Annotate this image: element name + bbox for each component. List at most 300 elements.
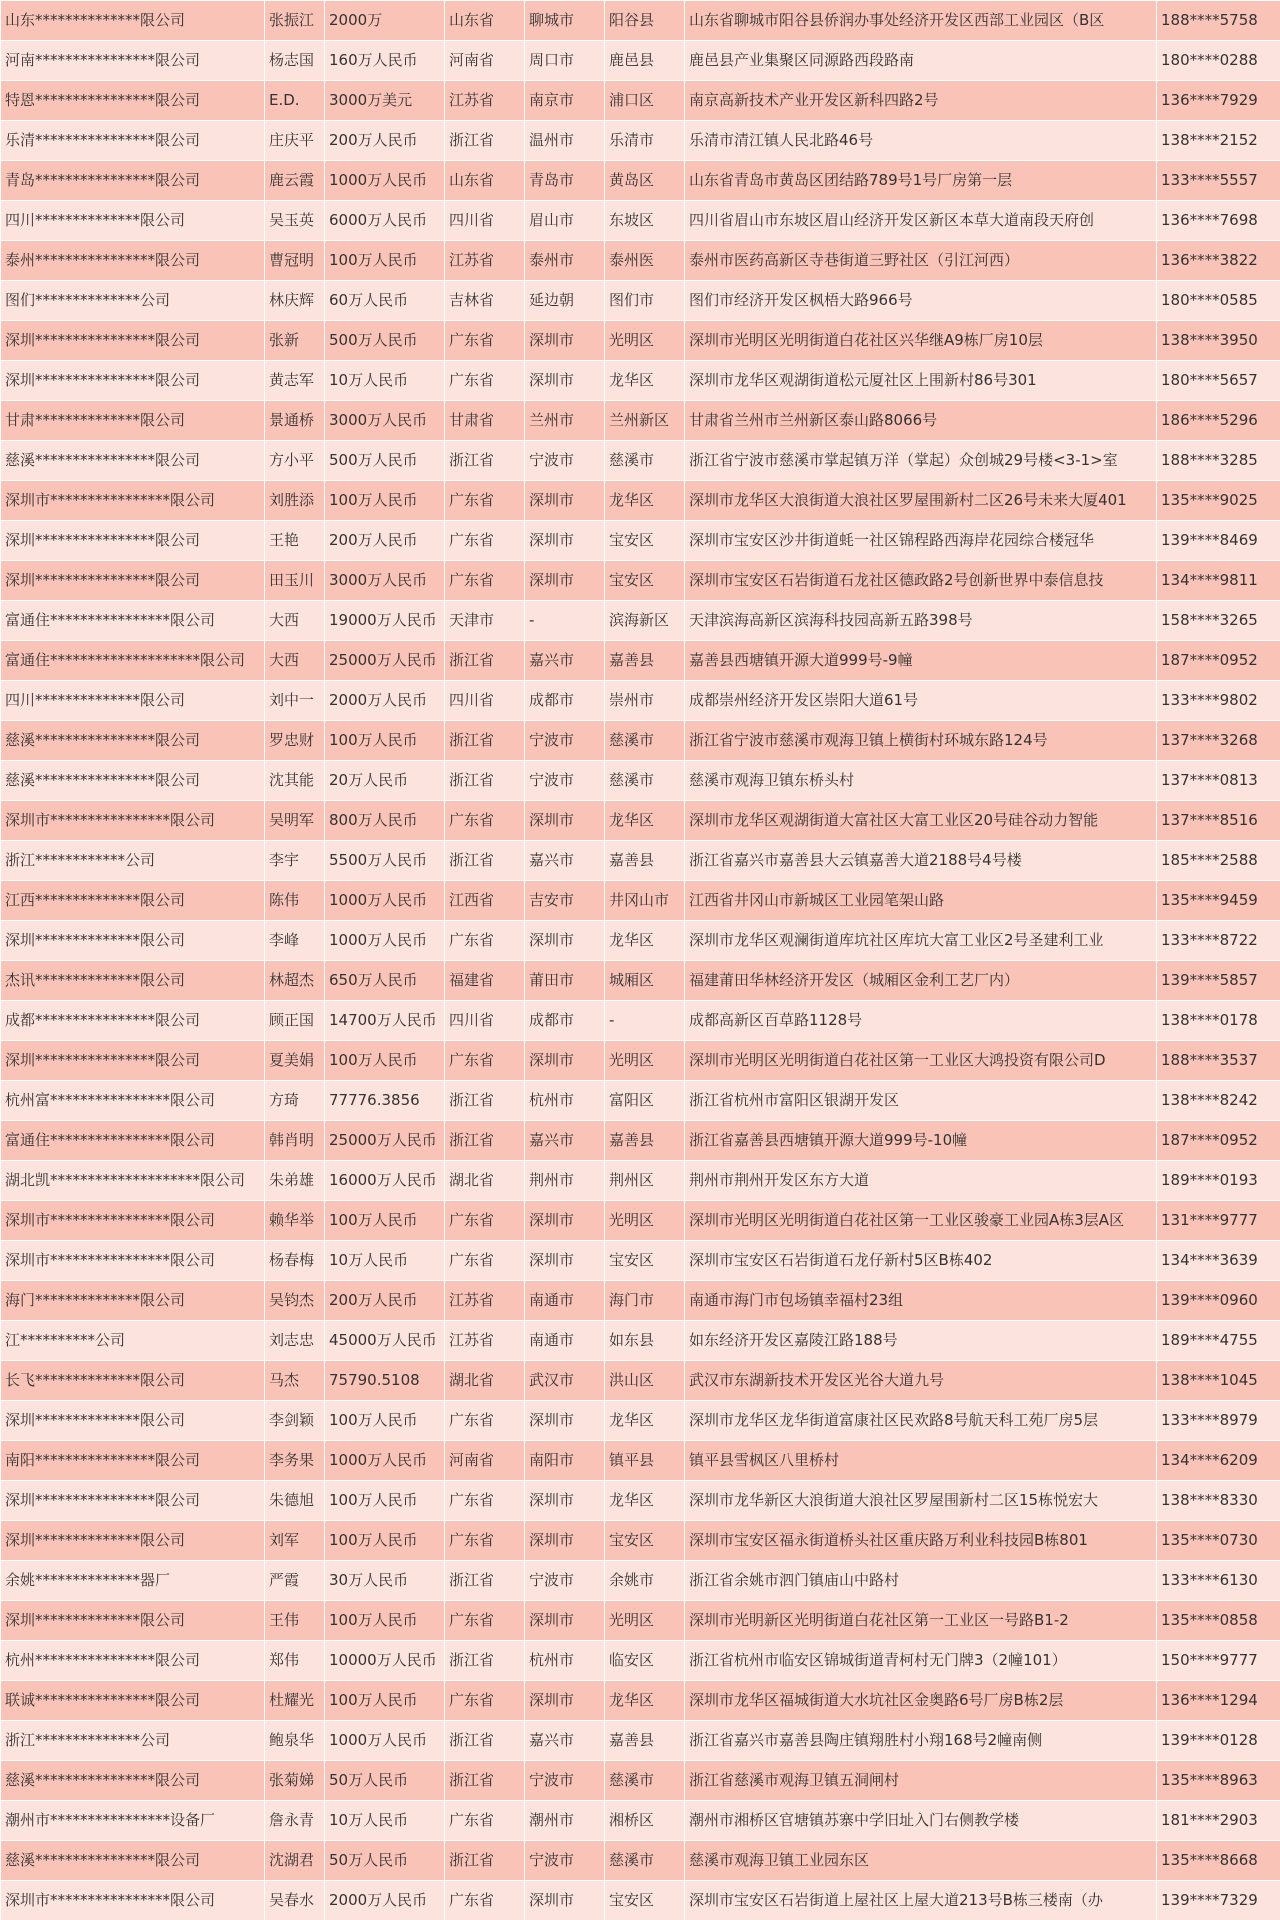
- company-name-cell: 海门**************限公司: [1, 1281, 265, 1321]
- table-row: [1, 1281, 1280, 1321]
- company-name-cell: 浙江**************公司: [1, 1721, 265, 1761]
- city-cell: 荆州市: [525, 1161, 605, 1201]
- registered-capital-cell: 100万人民币: [325, 1521, 445, 1561]
- phone-cell: 135****0730: [1157, 1521, 1280, 1561]
- registered-capital-cell: 100万人民币: [325, 1041, 445, 1081]
- district-cell: 崇州市: [605, 681, 685, 721]
- address-cell: 潮州市湘桥区官塘镇苏寨中学旧址入门右侧教学楼: [685, 1801, 1157, 1841]
- phone-cell: 133****8979: [1157, 1401, 1280, 1441]
- legal-person-cell: 林庆辉: [265, 281, 325, 321]
- company-name-cell: 富通住****************限公司: [1, 601, 265, 641]
- legal-person-cell: 王艳: [265, 521, 325, 561]
- table-row: [1, 41, 1280, 81]
- legal-person-cell: 马杰: [265, 1361, 325, 1401]
- registered-capital-cell: 100万人民币: [325, 721, 445, 761]
- company-name-cell: 深圳市****************限公司: [1, 1881, 265, 1920]
- company-name-cell: 河南****************限公司: [1, 41, 265, 81]
- district-cell: 黄岛区: [605, 161, 685, 201]
- table-row: [1, 161, 1280, 201]
- district-cell: 光明区: [605, 321, 685, 361]
- district-cell: 海门市: [605, 1281, 685, 1321]
- province-cell: 山东省: [445, 1, 525, 41]
- city-cell: 嘉兴市: [525, 641, 605, 681]
- province-cell: 浙江省: [445, 761, 525, 801]
- legal-person-cell: 陈伟: [265, 881, 325, 921]
- district-cell: 宝安区: [605, 1881, 685, 1920]
- registered-capital-cell: 50万人民币: [325, 1841, 445, 1881]
- city-cell: 聊城市: [525, 1, 605, 41]
- company-name-cell: 慈溪****************限公司: [1, 761, 265, 801]
- address-cell: 嘉善县西塘镇开源大道999号-9幢: [685, 641, 1157, 681]
- province-cell: 浙江省: [445, 121, 525, 161]
- company-name-cell: 图们**************公司: [1, 281, 265, 321]
- company-name-cell: 泰州****************限公司: [1, 241, 265, 281]
- company-name-cell: 富通住********************限公司: [1, 641, 265, 681]
- province-cell: 广东省: [445, 481, 525, 521]
- city-cell: 杭州市: [525, 1641, 605, 1681]
- city-cell: 嘉兴市: [525, 1121, 605, 1161]
- province-cell: 广东省: [445, 1881, 525, 1920]
- address-cell: 浙江省杭州市富阳区银湖开发区: [685, 1081, 1157, 1121]
- province-cell: 浙江省: [445, 1121, 525, 1161]
- table-row: [1, 1601, 1280, 1641]
- company-name-cell: 联诚****************限公司: [1, 1681, 265, 1721]
- address-cell: 成都高新区百草路1128号: [685, 1001, 1157, 1041]
- table-row: [1, 1041, 1280, 1081]
- province-cell: 湖北省: [445, 1161, 525, 1201]
- address-cell: 山东省聊城市阳谷县侨润办事处经济开发区西部工业园区（B区: [685, 1, 1157, 41]
- district-cell: 浦口区: [605, 81, 685, 121]
- company-name-cell: 潮州市****************设备厂: [1, 1801, 265, 1841]
- city-cell: 宁波市: [525, 1561, 605, 1601]
- company-name-cell: 深圳**************限公司: [1, 1521, 265, 1561]
- phone-cell: 136****7698: [1157, 201, 1280, 241]
- registered-capital-cell: 1000万人民币: [325, 1441, 445, 1481]
- company-name-cell: 余姚**************器厂: [1, 1561, 265, 1601]
- address-cell: 乐清市清江镇人民北路46号: [685, 121, 1157, 161]
- city-cell: 深圳市: [525, 361, 605, 401]
- table-row: [1, 1201, 1280, 1241]
- company-name-cell: 深圳市****************限公司: [1, 801, 265, 841]
- company-name-cell: 长飞**************限公司: [1, 1361, 265, 1401]
- phone-cell: 138****8330: [1157, 1481, 1280, 1521]
- address-cell: 浙江省宁波市慈溪市观海卫镇上横街村环城东路124号: [685, 721, 1157, 761]
- city-cell: 周口市: [525, 41, 605, 81]
- table-row: [1, 361, 1280, 401]
- district-cell: 荆州区: [605, 1161, 685, 1201]
- city-cell: 深圳市: [525, 801, 605, 841]
- province-cell: 广东省: [445, 561, 525, 601]
- legal-person-cell: 李峰: [265, 921, 325, 961]
- district-cell: 慈溪市: [605, 1841, 685, 1881]
- company-name-cell: 杭州富****************限公司: [1, 1081, 265, 1121]
- registered-capital-cell: 77776.3856: [325, 1081, 445, 1121]
- registered-capital-cell: 2000万: [325, 1, 445, 41]
- phone-cell: 135****8963: [1157, 1761, 1280, 1801]
- registered-capital-cell: 200万人民币: [325, 1281, 445, 1321]
- phone-cell: 138****8242: [1157, 1081, 1280, 1121]
- city-cell: 成都市: [525, 681, 605, 721]
- table-row: [1, 1561, 1280, 1601]
- district-cell: 宝安区: [605, 521, 685, 561]
- legal-person-cell: 张新: [265, 321, 325, 361]
- district-cell: 井冈山市: [605, 881, 685, 921]
- province-cell: 河南省: [445, 41, 525, 81]
- legal-person-cell: 朱弟雄: [265, 1161, 325, 1201]
- district-cell: 龙华区: [605, 801, 685, 841]
- province-cell: 江西省: [445, 881, 525, 921]
- company-name-cell: 南阳****************限公司: [1, 1441, 265, 1481]
- district-cell: 湘桥区: [605, 1801, 685, 1841]
- district-cell: 宝安区: [605, 1241, 685, 1281]
- company-name-cell: 江西**************限公司: [1, 881, 265, 921]
- province-cell: 广东省: [445, 1681, 525, 1721]
- table-row: [1, 1401, 1280, 1441]
- address-cell: 深圳市龙华区观湖街道松元厦社区上围新村86号301: [685, 361, 1157, 401]
- registered-capital-cell: 20万人民币: [325, 761, 445, 801]
- registered-capital-cell: 500万人民币: [325, 441, 445, 481]
- legal-person-cell: 景通桥: [265, 401, 325, 441]
- registered-capital-cell: 2000万人民币: [325, 681, 445, 721]
- province-cell: 浙江省: [445, 641, 525, 681]
- address-cell: 深圳市宝安区石岩街道上屋社区上屋大道213号B栋三楼南（办: [685, 1881, 1157, 1920]
- district-cell: 乐清市: [605, 121, 685, 161]
- phone-cell: 133****9802: [1157, 681, 1280, 721]
- registered-capital-cell: 6000万人民币: [325, 201, 445, 241]
- legal-person-cell: 曹冠明: [265, 241, 325, 281]
- province-cell: 吉林省: [445, 281, 525, 321]
- table-row: [1, 601, 1280, 641]
- phone-cell: 139****8469: [1157, 521, 1280, 561]
- city-cell: 武汉市: [525, 1361, 605, 1401]
- company-name-cell: 富通住****************限公司: [1, 1121, 265, 1161]
- registered-capital-cell: 10万人民币: [325, 1801, 445, 1841]
- table-row: [1, 1681, 1280, 1721]
- company-table-body: [1, 1, 1280, 1920]
- phone-cell: 185****2588: [1157, 841, 1280, 881]
- legal-person-cell: 刘中一: [265, 681, 325, 721]
- company-name-cell: 深圳**************限公司: [1, 1401, 265, 1441]
- registered-capital-cell: 50万人民币: [325, 1761, 445, 1801]
- registered-capital-cell: 100万人民币: [325, 1681, 445, 1721]
- address-cell: 浙江省嘉兴市嘉善县陶庄镇翔胜村小翔168号2幢南侧: [685, 1721, 1157, 1761]
- address-cell: 成都崇州经济开发区崇阳大道61号: [685, 681, 1157, 721]
- table-row: [1, 1641, 1280, 1681]
- province-cell: 江苏省: [445, 81, 525, 121]
- legal-person-cell: 严霞: [265, 1561, 325, 1601]
- province-cell: 浙江省: [445, 721, 525, 761]
- phone-cell: 139****7329: [1157, 1881, 1280, 1920]
- company-name-cell: 四川**************限公司: [1, 201, 265, 241]
- legal-person-cell: 杨志国: [265, 41, 325, 81]
- registered-capital-cell: 1000万人民币: [325, 921, 445, 961]
- province-cell: 广东省: [445, 321, 525, 361]
- district-cell: 慈溪市: [605, 761, 685, 801]
- phone-cell: 138****2152: [1157, 121, 1280, 161]
- table-row: [1, 401, 1280, 441]
- table-row: [1, 561, 1280, 601]
- table-row: [1, 1321, 1280, 1361]
- company-name-cell: 乐清****************限公司: [1, 121, 265, 161]
- district-cell: 洪山区: [605, 1361, 685, 1401]
- phone-cell: 139****0960: [1157, 1281, 1280, 1321]
- company-name-cell: 慈溪****************限公司: [1, 1761, 265, 1801]
- city-cell: -: [525, 601, 605, 641]
- province-cell: 浙江省: [445, 1761, 525, 1801]
- district-cell: 嘉善县: [605, 841, 685, 881]
- legal-person-cell: 朱德旭: [265, 1481, 325, 1521]
- city-cell: 南阳市: [525, 1441, 605, 1481]
- registered-capital-cell: 3000万人民币: [325, 561, 445, 601]
- legal-person-cell: 韩肖明: [265, 1121, 325, 1161]
- district-cell: 鹿邑县: [605, 41, 685, 81]
- phone-cell: 131****9777: [1157, 1201, 1280, 1241]
- province-cell: 广东省: [445, 1801, 525, 1841]
- city-cell: 杭州市: [525, 1081, 605, 1121]
- province-cell: 天津市: [445, 601, 525, 641]
- legal-person-cell: 刘胜添: [265, 481, 325, 521]
- registered-capital-cell: 16000万人民币: [325, 1161, 445, 1201]
- phone-cell: 137****0813: [1157, 761, 1280, 801]
- company-name-cell: 深圳****************限公司: [1, 321, 265, 361]
- table-row: [1, 1441, 1280, 1481]
- phone-cell: 135****8668: [1157, 1841, 1280, 1881]
- phone-cell: 137****8516: [1157, 801, 1280, 841]
- legal-person-cell: 夏美娟: [265, 1041, 325, 1081]
- registered-capital-cell: 1000万人民币: [325, 161, 445, 201]
- address-cell: 山东省青岛市黄岛区团结路789号1号厂房第一层: [685, 161, 1157, 201]
- registered-capital-cell: 1000万人民币: [325, 881, 445, 921]
- registered-capital-cell: 3000万人民币: [325, 401, 445, 441]
- city-cell: 吉安市: [525, 881, 605, 921]
- phone-cell: 137****3268: [1157, 721, 1280, 761]
- district-cell: 泰州医: [605, 241, 685, 281]
- company-name-cell: 四川**************限公司: [1, 681, 265, 721]
- table-row: [1, 1001, 1280, 1041]
- registered-capital-cell: 30万人民币: [325, 1561, 445, 1601]
- table-row: [1, 1081, 1280, 1121]
- address-cell: 深圳市龙华区观湖街道大富社区大富工业区20号硅谷动力智能: [685, 801, 1157, 841]
- registered-capital-cell: 2000万人民币: [325, 1881, 445, 1920]
- table-row: [1, 1881, 1280, 1920]
- phone-cell: 186****5296: [1157, 401, 1280, 441]
- phone-cell: 134****9811: [1157, 561, 1280, 601]
- registered-capital-cell: 800万人民币: [325, 801, 445, 841]
- registered-capital-cell: 10000万人民币: [325, 1641, 445, 1681]
- address-cell: 深圳市光明区光明街道白花社区第一工业区大鸿投资有限公司D: [685, 1041, 1157, 1081]
- legal-person-cell: 詹永青: [265, 1801, 325, 1841]
- table-row: [1, 921, 1280, 961]
- company-name-cell: 深圳市****************限公司: [1, 1241, 265, 1281]
- legal-person-cell: E.D.: [265, 81, 325, 121]
- table-row: [1, 281, 1280, 321]
- legal-person-cell: 黄志军: [265, 361, 325, 401]
- city-cell: 深圳市: [525, 1201, 605, 1241]
- phone-cell: 138****0178: [1157, 1001, 1280, 1041]
- legal-person-cell: 李宇: [265, 841, 325, 881]
- address-cell: 深圳市光明新区光明街道白花社区第一工业区一号路B1-2: [685, 1601, 1157, 1641]
- table-row: [1, 1481, 1280, 1521]
- address-cell: 慈溪市观海卫镇东桥头村: [685, 761, 1157, 801]
- address-cell: 深圳市光明区光明街道白花社区第一工业区骏豪工业园A栋3层A区: [685, 1201, 1157, 1241]
- phone-cell: 134****6209: [1157, 1441, 1280, 1481]
- phone-cell: 139****0128: [1157, 1721, 1280, 1761]
- legal-person-cell: 张振江: [265, 1, 325, 41]
- phone-cell: 134****3639: [1157, 1241, 1280, 1281]
- table-row: [1, 1161, 1280, 1201]
- company-name-cell: 浙江************公司: [1, 841, 265, 881]
- table-row: [1, 1361, 1280, 1401]
- company-name-cell: 成都****************限公司: [1, 1001, 265, 1041]
- address-cell: 荆州市荆州开发区东方大道: [685, 1161, 1157, 1201]
- province-cell: 江苏省: [445, 1281, 525, 1321]
- phone-cell: 133****6130: [1157, 1561, 1280, 1601]
- table-row: [1, 641, 1280, 681]
- district-cell: 龙华区: [605, 921, 685, 961]
- registered-capital-cell: 100万人民币: [325, 241, 445, 281]
- company-name-cell: 深圳****************限公司: [1, 1481, 265, 1521]
- company-name-cell: 慈溪****************限公司: [1, 721, 265, 761]
- table-row: [1, 1121, 1280, 1161]
- city-cell: 嘉兴市: [525, 841, 605, 881]
- table-row: [1, 881, 1280, 921]
- city-cell: 青岛市: [525, 161, 605, 201]
- district-cell: 图们市: [605, 281, 685, 321]
- province-cell: 广东省: [445, 1241, 525, 1281]
- legal-person-cell: 鹿云霞: [265, 161, 325, 201]
- address-cell: 天津滨海高新区滨海科技园高新五路398号: [685, 601, 1157, 641]
- company-name-cell: 江**********公司: [1, 1321, 265, 1361]
- legal-person-cell: 庄庆平: [265, 121, 325, 161]
- legal-person-cell: 吴玉英: [265, 201, 325, 241]
- registered-capital-cell: 100万人民币: [325, 481, 445, 521]
- district-cell: 龙华区: [605, 481, 685, 521]
- registered-capital-cell: 10万人民币: [325, 361, 445, 401]
- phone-cell: 180****5657: [1157, 361, 1280, 401]
- address-cell: 泰州市医药高新区寺巷街道三野社区（引江河西）: [685, 241, 1157, 281]
- province-cell: 江苏省: [445, 1321, 525, 1361]
- legal-person-cell: 郑伟: [265, 1641, 325, 1681]
- city-cell: 深圳市: [525, 1681, 605, 1721]
- legal-person-cell: 方小平: [265, 441, 325, 481]
- phone-cell: 187****0952: [1157, 641, 1280, 681]
- registered-capital-cell: 45000万人民币: [325, 1321, 445, 1361]
- table-row: [1, 1801, 1280, 1841]
- table-row: [1, 201, 1280, 241]
- address-cell: 深圳市宝安区沙井街道蚝一社区锦程路西海岸花园综合楼冠华: [685, 521, 1157, 561]
- registered-capital-cell: 14700万人民币: [325, 1001, 445, 1041]
- phone-cell: 158****3265: [1157, 601, 1280, 641]
- district-cell: 嘉善县: [605, 1721, 685, 1761]
- table-row: [1, 121, 1280, 161]
- district-cell: 富阳区: [605, 1081, 685, 1121]
- company-name-cell: 深圳****************限公司: [1, 521, 265, 561]
- company-name-cell: 甘肃**************限公司: [1, 401, 265, 441]
- province-cell: 甘肃省: [445, 401, 525, 441]
- registered-capital-cell: 100万人民币: [325, 1401, 445, 1441]
- district-cell: 城厢区: [605, 961, 685, 1001]
- legal-person-cell: 刘志忠: [265, 1321, 325, 1361]
- city-cell: 泰州市: [525, 241, 605, 281]
- registered-capital-cell: 3000万美元: [325, 81, 445, 121]
- registered-capital-cell: 100万人民币: [325, 1201, 445, 1241]
- province-cell: 四川省: [445, 681, 525, 721]
- table-row: [1, 481, 1280, 521]
- district-cell: 东坡区: [605, 201, 685, 241]
- table-row: [1, 1521, 1280, 1561]
- legal-person-cell: 杨春梅: [265, 1241, 325, 1281]
- city-cell: 宁波市: [525, 761, 605, 801]
- company-name-cell: 特恩****************限公司: [1, 81, 265, 121]
- registered-capital-cell: 19000万人民币: [325, 601, 445, 641]
- phone-cell: 136****7929: [1157, 81, 1280, 121]
- phone-cell: 135****0858: [1157, 1601, 1280, 1641]
- city-cell: 深圳市: [525, 1521, 605, 1561]
- district-cell: 慈溪市: [605, 441, 685, 481]
- company-name-cell: 深圳**************限公司: [1, 921, 265, 961]
- phone-cell: 188****3285: [1157, 441, 1280, 481]
- company-name-cell: 深圳市****************限公司: [1, 481, 265, 521]
- registered-capital-cell: 5500万人民币: [325, 841, 445, 881]
- registered-capital-cell: 100万人民币: [325, 1481, 445, 1521]
- city-cell: 南通市: [525, 1281, 605, 1321]
- legal-person-cell: 大西: [265, 601, 325, 641]
- province-cell: 浙江省: [445, 1561, 525, 1601]
- company-name-cell: 深圳****************限公司: [1, 561, 265, 601]
- address-cell: 甘肃省兰州市兰州新区泰山路8066号: [685, 401, 1157, 441]
- address-cell: 深圳市宝安区石岩街道石龙社区德政路2号创新世界中泰信息技: [685, 561, 1157, 601]
- legal-person-cell: 王伟: [265, 1601, 325, 1641]
- province-cell: 浙江省: [445, 441, 525, 481]
- province-cell: 广东省: [445, 1521, 525, 1561]
- registered-capital-cell: 650万人民币: [325, 961, 445, 1001]
- city-cell: 深圳市: [525, 561, 605, 601]
- address-cell: 浙江省宁波市慈溪市掌起镇万洋（掌起）众创城29号楼<3-1>室: [685, 441, 1157, 481]
- company-name-cell: 湖北凯********************限公司: [1, 1161, 265, 1201]
- district-cell: 嘉善县: [605, 1121, 685, 1161]
- phone-cell: 189****4755: [1157, 1321, 1280, 1361]
- address-cell: 武汉市东湖新技术开发区光谷大道九号: [685, 1361, 1157, 1401]
- company-name-cell: 深圳****************限公司: [1, 361, 265, 401]
- district-cell: 宝安区: [605, 561, 685, 601]
- province-cell: 浙江省: [445, 1641, 525, 1681]
- legal-person-cell: 李务果: [265, 1441, 325, 1481]
- city-cell: 深圳市: [525, 1041, 605, 1081]
- address-cell: 江西省井冈山市新城区工业园笔架山路: [685, 881, 1157, 921]
- district-cell: 余姚市: [605, 1561, 685, 1601]
- phone-cell: 136****1294: [1157, 1681, 1280, 1721]
- registered-capital-cell: 60万人民币: [325, 281, 445, 321]
- table-row: [1, 81, 1280, 121]
- district-cell: 如东县: [605, 1321, 685, 1361]
- registered-capital-cell: 200万人民币: [325, 121, 445, 161]
- province-cell: 湖北省: [445, 1361, 525, 1401]
- phone-cell: 139****5857: [1157, 961, 1280, 1001]
- city-cell: 眉山市: [525, 201, 605, 241]
- province-cell: 江苏省: [445, 241, 525, 281]
- city-cell: 宁波市: [525, 721, 605, 761]
- city-cell: 温州市: [525, 121, 605, 161]
- table-row: [1, 321, 1280, 361]
- city-cell: 成都市: [525, 1001, 605, 1041]
- table-row: [1, 1721, 1280, 1761]
- province-cell: 四川省: [445, 1001, 525, 1041]
- address-cell: 深圳市龙华区观澜街道库坑社区库坑大富工业区2号圣建利工业: [685, 921, 1157, 961]
- phone-cell: 135****9459: [1157, 881, 1280, 921]
- legal-person-cell: 罗忠财: [265, 721, 325, 761]
- city-cell: 宁波市: [525, 1841, 605, 1881]
- registered-capital-cell: 25000万人民币: [325, 1121, 445, 1161]
